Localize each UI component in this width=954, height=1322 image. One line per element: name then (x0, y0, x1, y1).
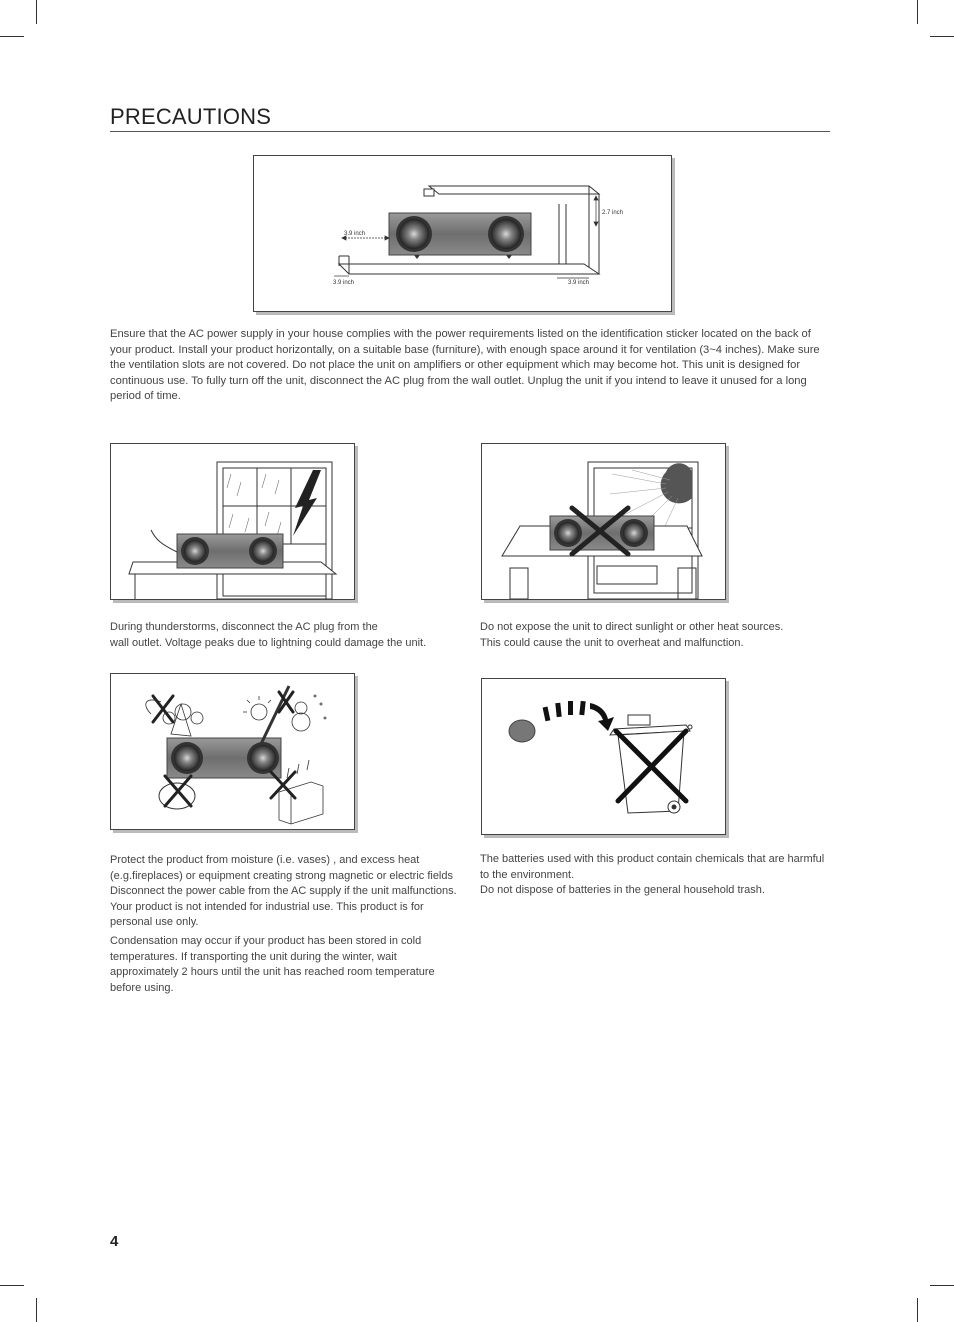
crop-mark (930, 36, 954, 37)
crop-mark (917, 0, 918, 24)
page-title: PRECAUTIONS (110, 104, 272, 129)
dim-left-bottom: 3.9 inch (333, 280, 355, 286)
thunderstorm-caption: During thunderstorms, disconnect the AC plug from the wall outlet. Voltage peaks due to lightning could damage the unit. (110, 621, 427, 649)
sunlight-caption: Do not expose the unit to direct sunlight or other heat sources. This could cause the unit to overheat and malfunction. (480, 621, 784, 649)
speaker-unit (389, 213, 531, 259)
dim-left-top: 3.9 inch (344, 231, 366, 237)
ventilation-figure (253, 155, 672, 312)
title-rule (110, 131, 830, 132)
arrow-icon (543, 701, 614, 731)
dim-right-bottom: 3.9 inch (568, 280, 590, 286)
crop-mark (36, 0, 37, 24)
crop-mark (917, 1298, 918, 1322)
page-number: 4 (110, 1233, 119, 1250)
crop-mark (0, 1285, 24, 1286)
intro-paragraph: Ensure that the AC power supply in your house complies with the power requirements listed on the identification sticker located on the back of your product. Install your product horizontally, on a suitable base (furniture), with enough space around it for ventilation (3~4 inches). Make sure the ventilation slots are not covered. Do not place the unit on amplifiers or other equipment which may become hot. This unit is designed for continuous use. To fully turn off the unit, disconnect the AC plug from the wall outlet. Unplug the unit if you intend to leave it unused for a long period of time. (110, 328, 820, 402)
battery-figure (481, 678, 726, 835)
battery-icon (509, 720, 535, 742)
battery-caption: The batteries used with this product contain chemicals that are harmful to the environment. Do not dispose of batteries in the general household trash. (480, 853, 825, 897)
sunlight-figure (481, 443, 726, 600)
thunderstorm-figure (110, 443, 355, 600)
crop-mark (36, 1298, 37, 1322)
dim-top: 2.7 inch (602, 210, 624, 216)
moisture-figure (110, 673, 355, 830)
moisture-caption: Protect the product from moisture (i.e. vases) , and excess heat (e.g.fireplaces) or equipment creating strong magnetic or electric fields Disconnect the power cable from the AC supply if the unit malfunctions. Your product is not intended for industrial use. This product is for personal use only. Condensation may occur if your product has been stored in cold temperatures. If transporting the unit during the winter, wait approximately 2 hours until the unit has reached room temperature before using. (110, 854, 457, 994)
crop-mark (930, 1285, 954, 1286)
crop-mark (0, 36, 24, 37)
